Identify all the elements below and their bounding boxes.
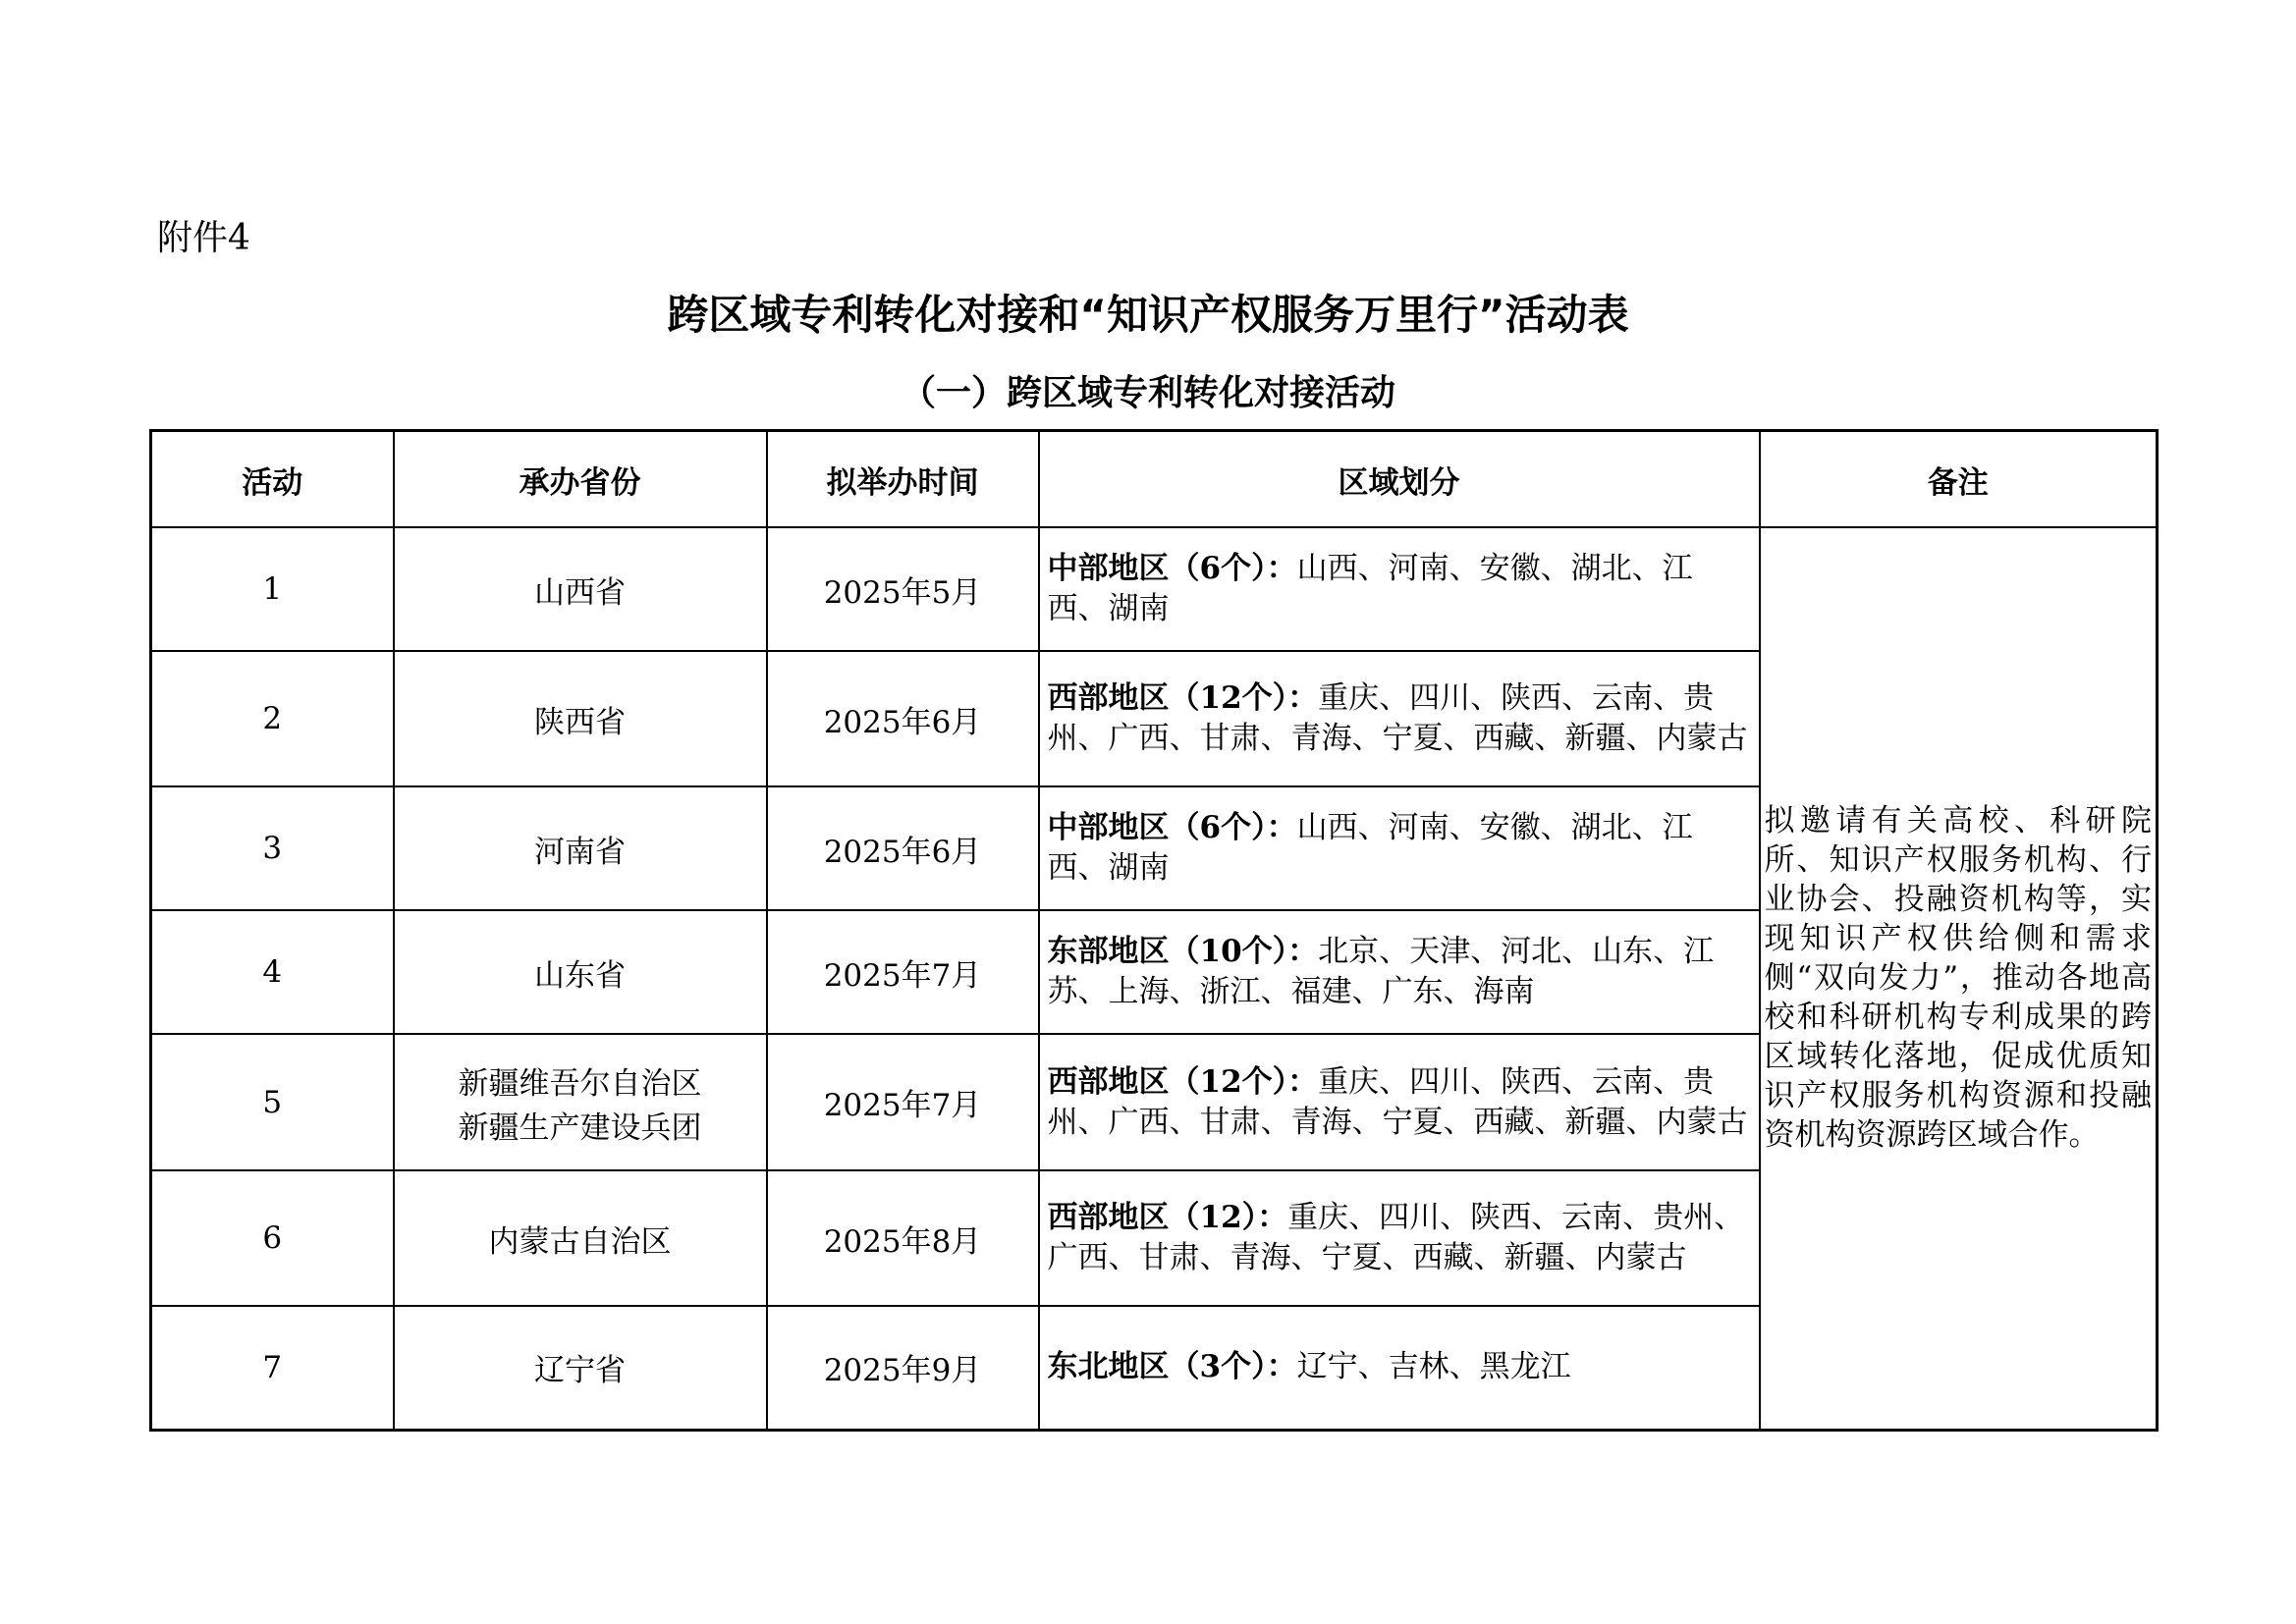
activity-no: 2 [151,651,394,786]
section-subtitle: （一）跨区域专利转化对接活动 [900,373,1395,413]
host-province: 山东省 [394,910,767,1034]
region-label: 西部地区（12个）： [1047,680,1319,716]
activity-no: 4 [151,910,394,1034]
region-division [1039,1034,1760,1170]
region-list: 北京、天津、河北、山东、江苏、上海、浙江、福建、广东、海南 [1047,934,1715,1009]
host-province: 内蒙古自治区 [394,1170,767,1306]
header-province: 承办省份 [394,431,767,528]
host-province: 河南省 [394,786,767,910]
region-division [1039,786,1760,910]
host-province [394,1034,767,1170]
planned-time: 2025年8月 [767,1170,1039,1306]
planned-time: 2025年5月 [767,527,1039,651]
region-label: 西部地区（12个）： [1047,1063,1319,1100]
region-division [1039,1306,1760,1430]
attachment-label: 附件4 [157,218,250,258]
header-region: 区域划分 [1039,431,1760,528]
host-province: 辽宁省 [394,1306,767,1430]
activity-no: 7 [151,1306,394,1430]
region-list: 重庆、四川、陕西、云南、贵州、广西、甘肃、青海、宁夏、西藏、新疆、内蒙古 [1047,1200,1745,1275]
activity-no: 5 [151,1034,394,1170]
region-label: 中部地区（6个）： [1047,810,1297,845]
region-division [1039,1170,1760,1306]
region-list: 重庆、四川、陕西、云南、贵州、广西、甘肃、青海、宁夏、西藏、新疆、内蒙古 [1047,680,1748,756]
region-division [1039,527,1760,651]
host-province: 陕西省 [394,651,767,786]
region-list: 山西、河南、安徽、湖北、江西、湖南 [1047,551,1693,626]
activity-table [149,429,2159,1432]
planned-time: 2025年6月 [767,786,1039,910]
region-list: 辽宁、吉林、黑龙江 [1296,1349,1571,1385]
table-header-row [151,431,2158,528]
host-province-line1: 新疆维吾尔自治区 [458,1065,702,1102]
document-title: 跨区域专利转化对接和“知识产权服务万里行”活动表 [667,291,1629,339]
table-row [151,527,2158,651]
region-label: 中部地区（6个）： [1047,551,1297,586]
region-division [1039,651,1760,786]
region-label: 东部地区（10个）： [1047,934,1319,969]
region-label: 东北地区（3个）： [1047,1349,1297,1385]
activity-no: 6 [151,1170,394,1306]
planned-time: 2025年6月 [767,651,1039,786]
planned-time: 2025年7月 [767,1034,1039,1170]
planned-time: 2025年9月 [767,1306,1039,1430]
remarks-cell: 拟邀请有关高校、科研院所、知识产权服务机构、行业协会、投融资机构等，实现知识产权供给侧和需求侧“双向发力”，推动各地高校和科研机构专利成果的跨区域转化落地，促成优质知识产权服务机构资源和投融资机构资源跨区域合作。 [1760,527,2158,1430]
header-activity: 活动 [151,431,394,528]
header-note: 备注 [1760,431,2158,528]
region-label: 西部地区（12）： [1047,1200,1288,1235]
planned-time: 2025年7月 [767,910,1039,1034]
region-list: 山西、河南、安徽、湖北、江西、湖南 [1047,810,1693,886]
region-list: 重庆、四川、陕西、云南、贵州、广西、甘肃、青海、宁夏、西藏、新疆、内蒙古 [1047,1063,1748,1140]
host-province-line2: 新疆生产建设兵团 [458,1110,702,1146]
region-division [1039,910,1760,1034]
activity-no: 1 [151,527,394,651]
activity-no: 3 [151,786,394,910]
header-time: 拟举办时间 [767,431,1039,528]
host-province: 山西省 [394,527,767,651]
